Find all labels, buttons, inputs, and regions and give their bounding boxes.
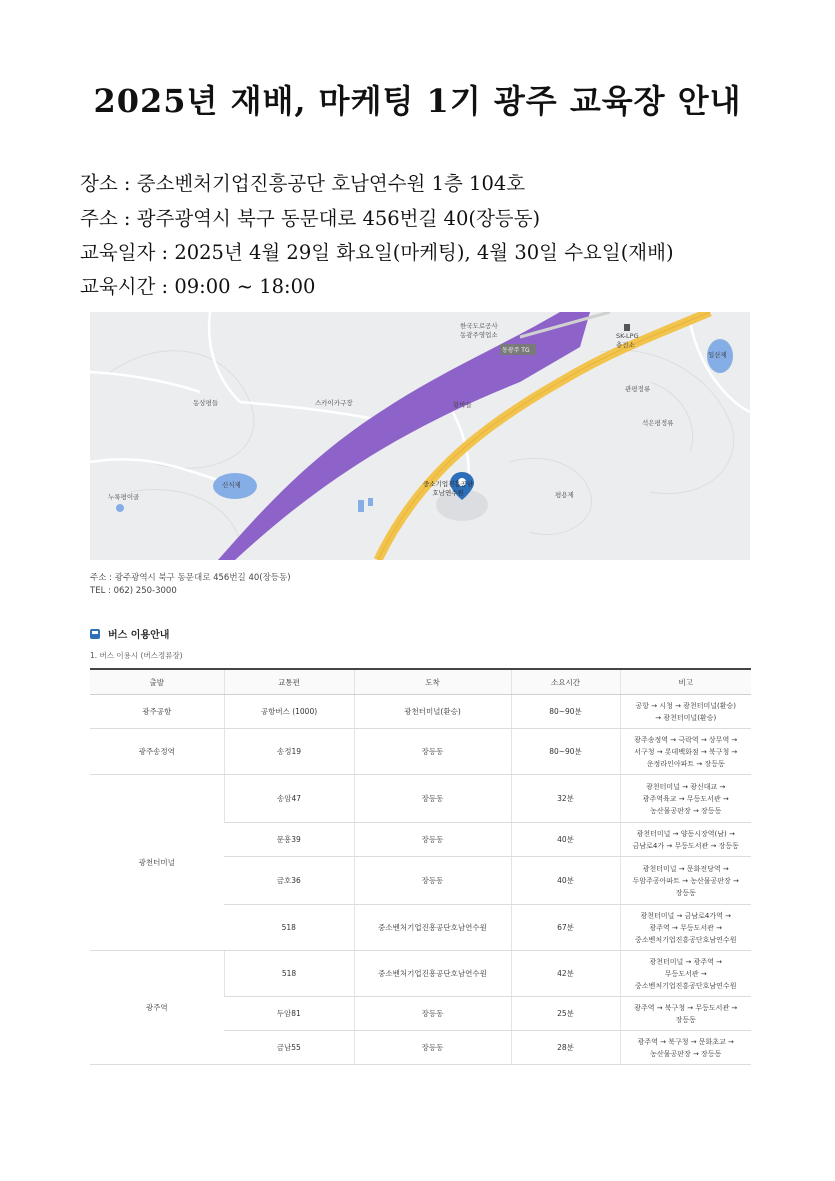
cell-dest: 중소벤처기업진흥공단호남연수원: [354, 905, 511, 951]
info-date: 교육일자 : 2025년 4월 29일 화요일(마케팅), 4월 30일 수요일(재배): [80, 241, 674, 264]
map-label-gas: SK-LPG 충전소: [616, 332, 639, 349]
cell-time: 42분: [511, 951, 620, 997]
cell-dest: 장등동: [354, 997, 511, 1031]
cell-dest: 장등동: [354, 729, 511, 775]
bus-icon: [90, 629, 100, 639]
cell-bus: 518: [224, 951, 354, 997]
bus-section-heading: [90, 626, 169, 641]
page-title: 2025년 재배, 마케팅 1기 광주 교육장 안내: [93, 82, 742, 120]
cell-time: 67분: [511, 905, 620, 951]
cell-dest: 장등동: [354, 857, 511, 905]
col-origin: 출발: [90, 669, 224, 695]
map-label-gwanpyeong: 관평정류: [625, 385, 651, 393]
cell-dest: 광천터미널(환승): [354, 695, 511, 729]
info-place: 장소 : 중소벤처기업진흥공단 호남연수원 1층 104호: [80, 172, 526, 195]
table-row: [90, 951, 751, 997]
cell-note: 광주역 → 북구청 → 무등도서관 → 장등동: [620, 997, 751, 1031]
table-header-row: [90, 669, 751, 695]
cell-time: 25분: [511, 997, 620, 1031]
cell-bus: 두암81: [224, 997, 354, 1031]
col-note: 비고: [620, 669, 751, 695]
cell-origin: 광주역: [90, 951, 224, 1065]
cell-bus: 송정19: [224, 729, 354, 775]
contact-address: 주소 : 광주광역시 북구 동문대로 456번길 40(장등동): [90, 573, 291, 583]
location-map[interactable]: [90, 312, 750, 560]
cell-time: 80~90분: [511, 695, 620, 729]
cell-bus: 518: [224, 905, 354, 951]
cell-note: 광천터미널 → 금남로4가역 → 광주역 → 무등도서관 → 중소벤처기업진흥공단호남연수원: [620, 905, 751, 951]
col-time: 소요시간: [511, 669, 620, 695]
cell-note: 광천터미널 → 양동시장역(남) → 금남로4가 → 무등도서관 → 장등동: [620, 823, 751, 857]
map-label-hwangbak: 황박들: [453, 401, 472, 409]
cell-dest: 장등동: [354, 1031, 511, 1065]
cell-note: 광천터미널 → 문화전당역 → 두암주공아파트 → 농산물공판장 → 장등동: [620, 857, 751, 905]
map-label-ic: 동광주 TG: [502, 347, 530, 354]
cell-note: 광천터미널 → 광주역 → 무등도서관 → 중소벤처기업진흥공단호남연수원: [620, 951, 751, 997]
map-label-skykarting: 스카이카구장: [315, 399, 353, 407]
cell-origin: 광주공항: [90, 695, 224, 729]
bus-subheading: 1. 버스 이용시 (버스정류장): [90, 651, 183, 660]
map-label-ilsanje: 일산제: [708, 351, 727, 359]
map-label-tollgate: 한국도로공사 동광주영업소: [460, 322, 498, 339]
table-row: [90, 775, 751, 823]
cell-bus: 문흥39: [224, 823, 354, 857]
cell-note: 광주송정역 → 극락역 → 상무역 → 서구청 → 롯데백화점 → 북구청 → 운정라인아파트 → 장등동: [620, 729, 751, 775]
info-time: 교육시간 : 09:00 ~ 18:00: [80, 275, 316, 298]
contact-tel: TEL : 062) 250-3000: [90, 586, 177, 596]
cell-bus: 금호36: [224, 857, 354, 905]
map-label-pyeongje: 평용제: [555, 491, 574, 499]
cell-bus: 송암47: [224, 775, 354, 823]
info-address: 주소 : 광주광역시 북구 동문대로 456번길 40(장등동): [80, 207, 541, 230]
cell-time: 32분: [511, 775, 620, 823]
table-row: [90, 729, 751, 775]
cell-dest: 장등동: [354, 775, 511, 823]
cell-bus: 공항버스 (1000): [224, 695, 354, 729]
map-label-center: 중소기업진흥공단 호남연수원: [423, 480, 474, 497]
map-label-sinsikje: 신식제: [222, 481, 241, 489]
cell-time: 40분: [511, 857, 620, 905]
bus-table: [90, 668, 751, 1065]
map-label-nukbang: 누룩평이골: [108, 493, 140, 501]
cell-dest: 중소벤처기업진흥공단호남연수원: [354, 951, 511, 997]
col-bus: 교통편: [224, 669, 354, 695]
bus-heading-label: 버스 이용안내: [108, 630, 170, 641]
cell-dest: 장등동: [354, 823, 511, 857]
col-dest: 도착: [354, 669, 511, 695]
cell-time: 80~90분: [511, 729, 620, 775]
map-label-seokpyeong: 석은평정류: [642, 419, 674, 427]
cell-origin: 광주송정역: [90, 729, 224, 775]
cell-note: 광주역 → 북구청 → 문화초교 → 농산물공판장 → 장등동: [620, 1031, 751, 1065]
cell-time: 28분: [511, 1031, 620, 1065]
cell-time: 40분: [511, 823, 620, 857]
cell-note: 공항 → 시청 → 광천터미널(환승) → 광천터미널(환승): [620, 695, 751, 729]
table-row: [90, 695, 751, 729]
map-label-dongsang: 동상평들: [193, 399, 219, 407]
map-canvas: [90, 312, 750, 560]
cell-origin: 광천터미널: [90, 775, 224, 951]
cell-note: 광천터미널 → 광신대교 → 광주역육교 → 무등도서관 → 농산물공판장 → 장등동: [620, 775, 751, 823]
cell-bus: 금남55: [224, 1031, 354, 1065]
